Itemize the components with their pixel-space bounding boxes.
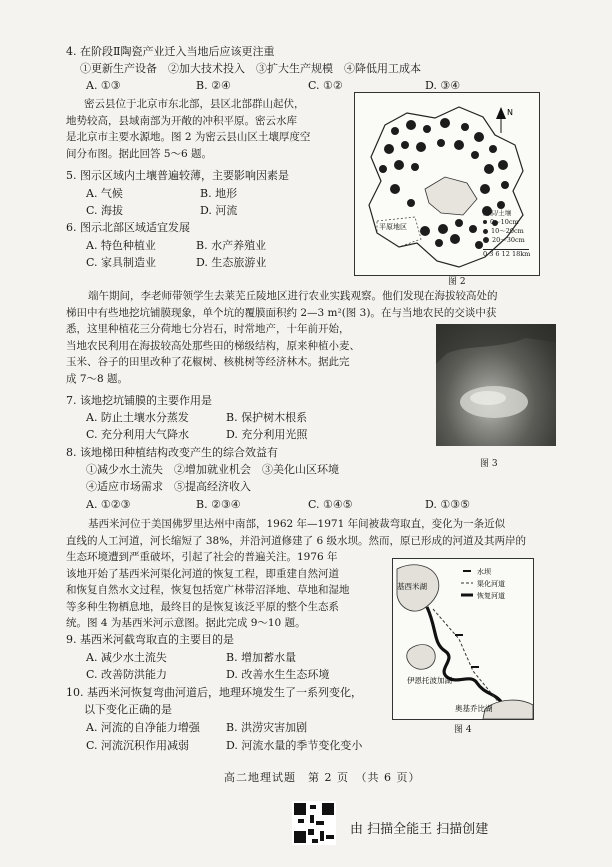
passage-line: 梯田中有些地挖坑铺膜现象，单个坑的覆膜面积约 2—3 m²(图 3)。在与当地农民的交谈中获 [66,306,497,319]
q10-stem: 10. 基西米河恢复弯曲河道后，地理环境发生了一系列变化， [66,686,362,699]
lake-kissimmee-label: 基西米湖 [397,582,427,591]
soil-sample-dot [461,123,469,131]
passage-line: 间分布图。据此回答 5～6 题。 [66,147,213,160]
soil-sample-dot [379,165,387,173]
passage-terraces-narrow [66,321,438,387]
q6-option-b: B. 水产养殖业 [196,239,267,252]
passage-line: 当地农民利用在海拔较高处那些田的梯级结构，原来种植小麦、 [66,339,360,352]
q6-option-a: A. 特色种植业 [86,239,156,252]
passage-miyun [66,96,356,162]
legend-item: 0～10cm [490,218,519,226]
passage-line: 成 7～8 题。 [66,372,129,385]
legend-dam-label: 水坝 [477,568,491,576]
passage-line: 生态环境遭到严重破坏，引起了社会的普遍关注。1976 年 [66,551,338,563]
lake-okeechobee-label: 奥基乔比湖 [455,704,493,713]
passage-kissimmee-full [66,516,556,549]
soil-sample-dot [401,141,409,149]
river-map-svg [393,559,533,719]
passage-line: 端午期间，李老师带领学生去莱芜丘陵地区进行农业实践观察。他们发现在海拔较高处的 [88,290,498,302]
q10-option-d: D. 河流水量的季节变化变小 [226,739,363,752]
q8-option-c: C. ①④⑤ [308,498,353,511]
passage-line: 地势较高，县域南部为开敞的冲积平原。密云水库 [66,114,297,127]
q9-option-d: D. 改善水生生态环境 [226,668,330,681]
scale-label: 0 3 6 12 18km [483,250,531,258]
soil-sample-dot [471,151,479,159]
figure-2-soil-map [354,92,540,276]
passage-line: 和恢复自然水文过程，恢复包括宽广林带沼泽地、草地和湿地 [66,584,350,596]
passage-line: 悉，这里种植花三分荷地七分岩石，时常地产，十年前开始， [66,323,350,335]
soil-sample-dot [394,160,404,170]
soil-sample-dot [475,241,483,249]
passage-line: 等多种生物栖息地，最终目的是恢复该泛平原的整个生态系 [66,600,339,613]
passage-line: 该地开始了基西米河渠化河道的恢复工程，即重建自然河道 [66,567,339,580]
figure-3-caption: 图 3 [480,459,498,469]
q7-option-b: B. 保护树木根系 [226,411,308,424]
soil-sample-dot [440,118,450,128]
figure-3-photo [436,324,556,446]
q9-option-a: A. 减少水土流失 [86,651,167,664]
q8-option-b: B. ②③④ [196,498,241,511]
passage-kissimmee-narrow [66,549,436,632]
passage-terraces-full [66,288,556,321]
legend-channel-label: 渠化河道 [477,580,505,588]
passage-line: 密云县位于北京市东北部，县区北部群山起伏， [84,98,305,110]
q8-option-a: A. ①②③ [86,498,131,511]
q9-option-c: C. 改善防洪能力 [86,668,168,681]
soil-sample-dot [384,144,394,154]
soil-sample-dot [497,201,505,209]
legend-dot-large [483,237,489,243]
soil-sample-dot [474,132,484,142]
mulch-pit-image [436,324,556,446]
passage-line: 是北京市主要水源地。图 2 为密云县山区土壤厚度空 [66,131,311,143]
soil-sample-dot [391,127,399,135]
q4-option-b: B. ②④ [196,79,231,92]
q6-stem: 6. 图示北部区域适宜发展 [66,221,190,234]
soil-sample-dot [484,164,494,174]
q4-stem: 4. 在阶段Ⅱ陶瓷产业迁入当地后应该更注重 [66,45,275,58]
soil-sample-dot [406,120,416,130]
soil-sample-dot [423,125,431,133]
q7-stem: 7. 该地挖坑铺膜的主要作用是 [66,394,212,407]
north-label: N [507,108,513,117]
qr-code-icon [292,801,336,845]
q10-stem-cont: 以下变化正确的是 [84,703,172,716]
figure-4-caption: 图 4 [454,725,472,735]
channelized-river [433,609,501,705]
q8-option-d: D. ①③⑤ [425,498,471,511]
q7-option-c: C. 充分利用大气降水 [86,428,190,441]
q4-option-d: D. ③④ [425,79,461,92]
soil-sample-dot [438,224,448,234]
soil-sample-dot [437,139,445,147]
soil-sample-dot [390,184,400,194]
legend-dot-small [483,220,487,224]
q10-option-a: A. 河流的自净能力增强 [86,721,200,734]
q10-option-c: C. 河流沉积作用减弱 [86,739,190,752]
q6-option-d: D. 生态旅游业 [196,256,267,269]
legend-item: 20～30cm [492,236,525,244]
soil-sample-dot [480,184,490,194]
q5-option-a: A. 气候 [86,187,123,200]
q9-stem: 9. 基西米河截弯取直的主要目的是 [66,633,234,646]
q8-items-line2: ④适应市场需求 ⑤提高经济收入 [86,480,251,493]
passage-line: 基西米河位于美国佛罗里达州中南部，1962 年—1971 年间被裁弯取直，变化为一条近似 [88,518,506,530]
soil-sample-dot [498,160,508,170]
soil-sample-dot [411,163,419,171]
q7-option-a: A. 防止土壤水分蒸发 [86,411,189,424]
q8-stem: 8. 该地梯田种植结构改变产生的综合效益有 [66,446,278,459]
q10-option-b: B. 洪涝灾害加剧 [226,721,308,734]
passage-line: 统。图 4 为基西米河示意图。据此完成 9～10 题。 [66,617,306,629]
q5-option-c: C. 海拔 [86,204,124,217]
q8-items-line1: ①减少水土流失 ②增加就业机会 ③美化山区环境 [86,463,339,476]
q5-option-d: D. 河流 [200,204,238,217]
north-arrow [496,107,513,133]
soil-sample-dot [407,199,415,207]
passage-line: 直线的人工河道，河长缩短了 38%，并沿河道修建了 6 级水坝。然而，原已形成的河道及其两岸的 [66,534,527,547]
soil-sample-dot [489,145,497,153]
soil-sample-dot [469,225,477,233]
q4-items: ①更新生产设备 ②加大技术投入 ③扩大生产规模 ④降低用工成本 [80,62,421,75]
q9-option-b: B. 增加蓄水量 [226,651,297,664]
legend-dot-medium [483,229,488,234]
q6-option-c: C. 家具制造业 [86,256,157,269]
legend-title: 面积/土壤 [483,209,512,217]
legend-restored-label: 恢复河道 [477,592,505,600]
map-legend [483,209,530,259]
restored-river [427,607,503,705]
soil-sample-dot [420,226,430,236]
q5-option-b: B. 地形 [200,187,238,200]
lake-istokpoga-shape [407,645,435,670]
soil-sample-dot [501,181,509,189]
soil-sample-dot [450,234,460,244]
page-footer: 高二地理试题 第 2 页 （共 6 页） [224,771,421,784]
scanner-watermark: 由 扫描全能王 扫描创建 [350,822,489,837]
plain-region-label: 平原地区 [379,223,407,231]
lake-istokpoga-label: 伊恩托波加湖 [407,676,452,685]
soil-sample-dot [416,142,426,152]
figure-2-caption: 图 2 [448,277,466,287]
q4-option-a: A. ①③ [86,79,121,92]
passage-line: 玉米、谷子的田里改种了花椒树、核桃树等经济林木。据此完 [66,356,350,368]
figure-4-river-map [392,558,534,720]
soil-sample-dot [455,219,463,227]
q5-stem: 5. 图示区域内土壤普遍较薄，主要影响因素是 [66,169,289,182]
q7-option-d: D. 充分利用光照 [226,428,308,441]
soil-sample-dot [454,140,464,150]
legend-item: 10～20cm [491,227,524,235]
q4-option-c: C. ①② [308,79,343,92]
soil-sample-dot [435,239,443,247]
